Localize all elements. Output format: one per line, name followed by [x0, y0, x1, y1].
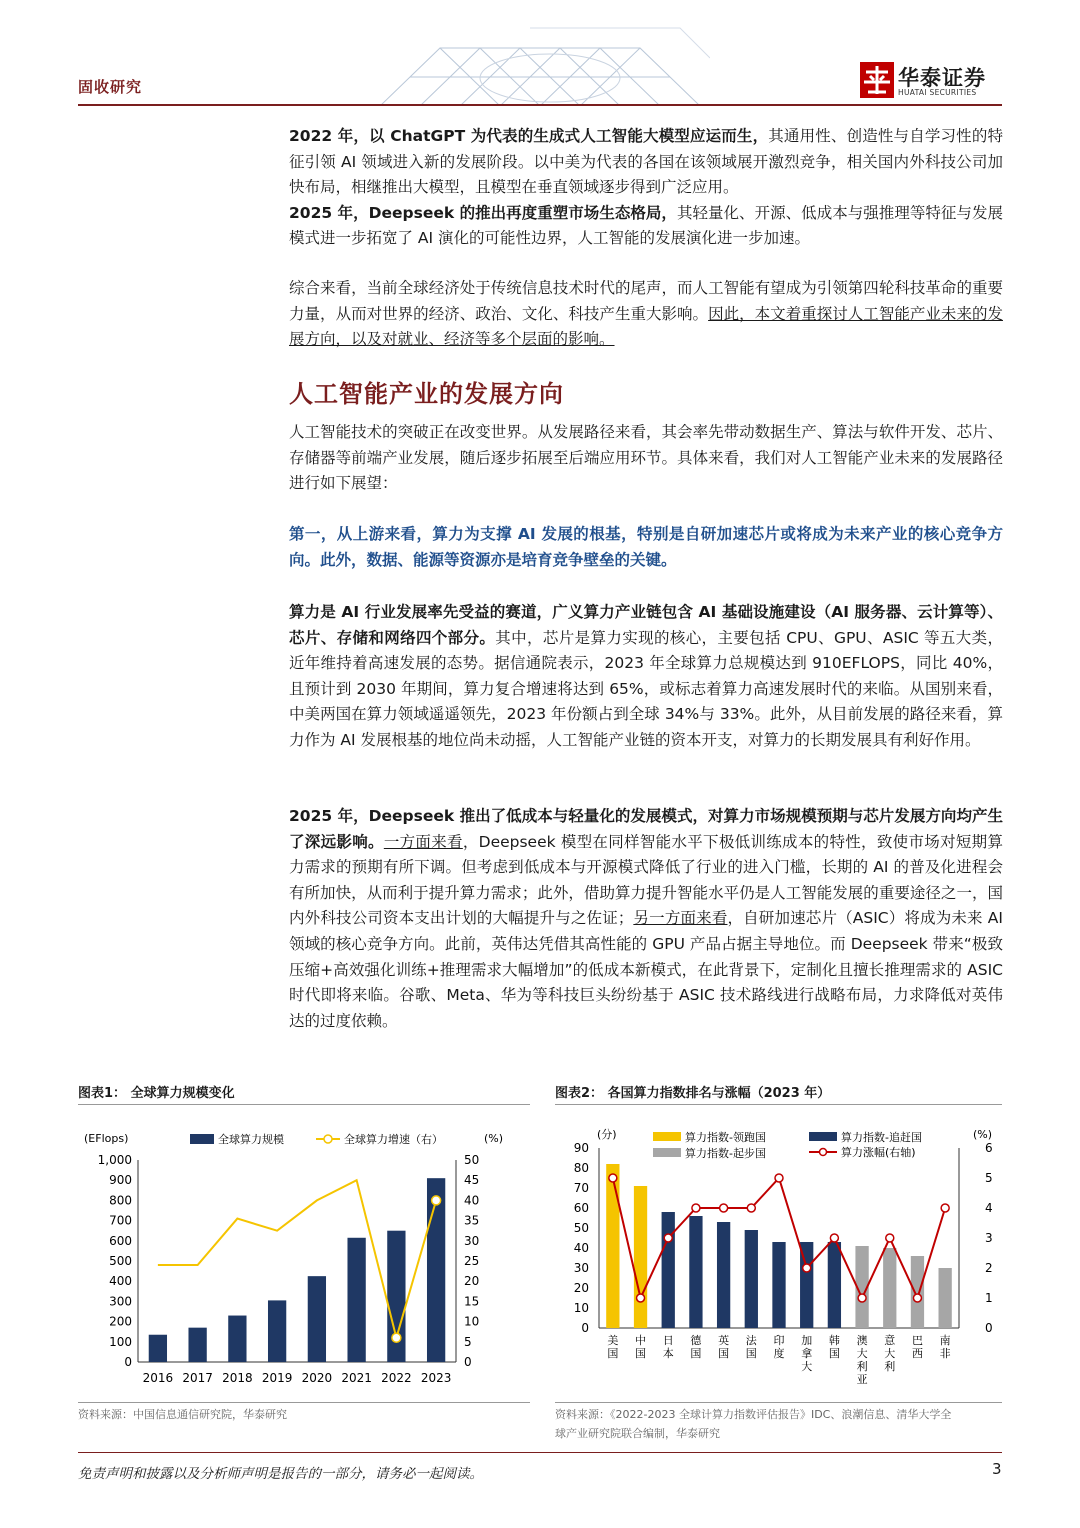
line-point [803, 1264, 811, 1272]
y-left-tick-label: 70 [573, 1181, 589, 1195]
paragraph-6 [289, 804, 1003, 1034]
y-left-tick-label: 0 [581, 1321, 589, 1335]
y-right-tick-label: 2 [985, 1261, 993, 1275]
bar [772, 1242, 785, 1328]
line-point [858, 1294, 866, 1302]
line-point [747, 1204, 755, 1212]
y-right-tick-label: 25 [464, 1254, 480, 1268]
figure-1-title: 图表1： 全球算力规模变化 [78, 1086, 235, 1101]
y-right-tick-label: 10 [464, 1314, 480, 1329]
y-left-tick-label: 300 [109, 1294, 132, 1309]
p6-text-1: ，Deepseek 模型在同样智能水平下极低训练成本的特性，致使市场对短期算力需求的预期有所下调。但考虑到低成本与开源模式降低了行业的进入门槛，长期的 AI 的普及化进程会有所加快，从而利于提升算力需求；此外，借助算力提升智能水平仍是人工智能发展的重要途径之一，国内外科技公司资本支出计划的大幅提升与之佐证； [289, 832, 1003, 928]
legend-line-label: 全球算力增速（右） [344, 1133, 443, 1146]
y-right-tick-label: 0 [464, 1355, 472, 1369]
y-left-tick-label: 800 [109, 1193, 132, 1208]
p1-text-1: 其通用性、创造性与自学习性的特征引领 AI 领域进入新的发展阶段。以中美为代表的各国在该领域展开激烈竞争，相关国内外科技公司加快布局，相继推出大模型，且模型在垂直领域逐步得到广泛应用。 [289, 127, 1003, 197]
header-rule [78, 104, 1002, 106]
p2-underlined: 因此，本文着重探讨人工智能产业未来的发展方向，以及对就业、经济等多个层面的影响。 [289, 304, 1003, 349]
bar [662, 1212, 675, 1328]
y-right-tick-label: 35 [464, 1213, 480, 1228]
y-left-tick-label: 500 [109, 1254, 132, 1268]
y-left-tick-label: 50 [573, 1221, 589, 1235]
p6-bold: 2025 年，Deepseek 推出了低成本与轻量化的发展模式，对算力市场规模预期与芯片发展方向均产生了深远影响。 [289, 807, 1003, 851]
legend-label: 算力指数-领跑国 [685, 1131, 766, 1144]
figure-1-source: 资料来源：中国信息通信研究院，华泰研究 [78, 1408, 287, 1421]
y-left-tick-label: 20 [573, 1281, 589, 1295]
bar [883, 1248, 896, 1328]
y-left-unit: (EFlops) [84, 1132, 129, 1145]
figure-2-source [555, 1405, 1002, 1443]
page-number: 3 [992, 1460, 1002, 1478]
logo-text-en: HUATAI SECURITIES [898, 88, 977, 97]
p6-underlined-1: 一方面来看 [383, 832, 463, 851]
line-point [720, 1204, 728, 1212]
y-left-tick-label: 40 [573, 1241, 589, 1255]
y-left-unit: (分) [597, 1128, 617, 1141]
chart-1 [78, 1118, 530, 1398]
figure-2-title: 图表2： 各国算力指数排名与涨幅（2023 年） [555, 1086, 831, 1101]
bar [228, 1316, 246, 1362]
figure-2-source-line-2: 球产业研究院联合编制，华泰研究 [555, 1427, 720, 1440]
x-tick-label: 澳大利亚 [856, 1334, 868, 1386]
y-right-tick-label: 30 [464, 1233, 480, 1248]
y-right-tick-label: 45 [464, 1173, 480, 1188]
line-point [692, 1204, 700, 1212]
figure-2-rule [555, 1104, 1002, 1105]
x-tick-label: 2019 [261, 1371, 293, 1385]
y-right-tick-label: 5 [985, 1171, 993, 1185]
y-left-tick-label: 0 [124, 1355, 132, 1369]
p2-text: 综合来看，当前全球经济处于传统信息技术时代的尾声，而人工智能有望成为引领第四轮科技革命的重要力量，从而对世界的经济、政治、文化、科技产生重大影响。 [289, 279, 1003, 323]
bar [149, 1335, 167, 1362]
y-right-tick-label: 6 [985, 1141, 993, 1155]
y-left-tick-label: 60 [573, 1201, 589, 1215]
figure-2-bottom-rule [555, 1402, 1002, 1403]
y-left-tick-label: 80 [573, 1161, 589, 1175]
legend-line-marker [820, 1149, 827, 1156]
figure-1-bottom-rule [78, 1402, 530, 1403]
bar [606, 1164, 619, 1328]
line-point [913, 1294, 921, 1302]
bar [717, 1222, 730, 1328]
bar [745, 1230, 758, 1328]
y-right-tick-label: 20 [464, 1274, 480, 1289]
bar [188, 1328, 206, 1362]
line-point [637, 1294, 645, 1302]
y-right-tick-label: 3 [985, 1231, 993, 1245]
x-tick-label: 2016 [142, 1371, 174, 1385]
chart-2 [555, 1118, 1002, 1398]
legend-swatch [653, 1132, 681, 1141]
y-left-tick-label: 10 [573, 1301, 589, 1315]
y-left-tick-label: 100 [109, 1334, 132, 1349]
x-tick-label: 2023 [420, 1371, 452, 1385]
legend-label: 算力指数-追赶国 [841, 1131, 922, 1144]
x-tick-label: 巴西 [911, 1334, 923, 1360]
x-tick-label: 日本 [662, 1334, 674, 1360]
bar [347, 1238, 365, 1362]
y-left-tick-label: 600 [109, 1233, 132, 1248]
x-tick-label: 韩国 [828, 1334, 840, 1360]
x-tick-label: 2021 [341, 1371, 372, 1385]
y-right-tick-label: 50 [464, 1153, 480, 1167]
y-left-tick-label: 700 [109, 1213, 132, 1228]
bar [268, 1300, 286, 1362]
footer-rule [78, 1452, 1002, 1453]
y-right-tick-label: 4 [985, 1201, 993, 1215]
y-left-tick-label: 90 [573, 1141, 589, 1155]
legend-swatch [809, 1132, 837, 1141]
paragraph-5 [289, 600, 1003, 754]
y-left-tick-label: 1,000 [97, 1153, 132, 1167]
y-right-tick-label: 0 [985, 1321, 993, 1335]
line-point [432, 1196, 441, 1205]
figure-2-source-line-1: 资料来源：《2022-2023 全球计算力指数评估报告》IDC、浪潮信息、清华大学全 [555, 1408, 952, 1421]
y-right-tick-label: 15 [464, 1294, 480, 1309]
line-point [886, 1234, 894, 1242]
p1-bold-2: 2025 年，Deepseek 的推出再度重塑市场生态格局， [289, 203, 677, 222]
section-label: 固收研究 [78, 78, 143, 96]
header-decoration [380, 18, 710, 106]
legend-line-label: 算力涨幅(右轴) [841, 1146, 916, 1159]
logo-text-cn: 华泰证券 [898, 66, 986, 90]
x-tick-label: 2020 [301, 1371, 333, 1385]
y-right-tick-label: 1 [985, 1291, 993, 1305]
y-left-tick-label: 200 [109, 1314, 132, 1329]
bar [427, 1178, 445, 1362]
bar [911, 1256, 924, 1328]
line-point [941, 1204, 949, 1212]
line-point [664, 1234, 672, 1242]
bar [689, 1216, 702, 1328]
y-right-unit: (%) [484, 1132, 504, 1145]
line-point [830, 1234, 838, 1242]
x-tick-label: 美国 [607, 1334, 619, 1360]
y-right-tick-label: 5 [464, 1334, 472, 1349]
x-tick-label: 德国 [690, 1334, 702, 1360]
line-point [775, 1174, 783, 1182]
legend-bar-label: 全球算力规模 [218, 1133, 284, 1146]
p6-text-2: ，自研加速芯片（ASIC）将成为未来 AI 领域的核心竞争方向。此前，英伟达凭借其高性能的 GPU 产品占据主导地位。而 Deepseek 带来“极致压缩+高效强化训练+推理需求大幅增加”的低成本新模式，在此背景下，定制化且擅长推理需求的 ASIC 时代即将来临。谷歌、Meta、华为等科技巨头纷纷基于 ASIC 技术路线进行战略布局，力求降低对英伟达的过度依赖。 [289, 909, 1003, 1030]
paragraph-4-highlight: 第一，从上游来看，算力为支撑 AI 发展的根基，特别是自研加速芯片或将成为未来产业的核心竞争方向。此外，数据、能源等资源亦是培育竞争壁垒的关键。 [289, 525, 1003, 569]
legend-label: 算力指数-起步国 [685, 1147, 766, 1160]
legend-line-marker [324, 1135, 332, 1143]
paragraph-2 [289, 276, 1003, 353]
x-tick-label: 英国 [718, 1334, 730, 1360]
y-left-tick-label: 400 [109, 1274, 132, 1289]
figure-1-rule [78, 1104, 530, 1105]
p1-text-2: 其轻量化、开源、低成本与强推理等特征与发展模式进一步拓宽了 AI 演化的可能性边界，人工智能的发展演化进一步加速。 [289, 203, 1003, 248]
p6-underlined-2: 另一方面来看 [633, 909, 728, 928]
paragraph-3: 人工智能技术的突破正在改变世界。从发展路径来看，其会率先带动数据生产、算法与软件开发、芯片、存储器等前端产业发展，随后逐步拓展至后端应用环节。具体来看，我们对人工智能产业未来的发展路径进行如下展望： [289, 423, 1003, 493]
x-tick-label: 2017 [182, 1371, 213, 1385]
bar [308, 1276, 326, 1362]
paragraph-1 [289, 124, 1003, 252]
x-tick-label: 2022 [381, 1371, 412, 1385]
x-tick-label: 中国 [635, 1334, 647, 1360]
y-left-tick-label: 900 [109, 1173, 132, 1188]
x-tick-label: 意大利 [884, 1334, 896, 1373]
x-tick-label: 法国 [745, 1334, 757, 1360]
legend-swatch [653, 1148, 681, 1157]
p5-bold: 算力是 AI 行业发展率先受益的赛道，广义算力产业链包含 AI 基础设施建设（AI 服务器、云计算等）、芯片、存储和网络四个部分。 [289, 603, 1003, 647]
logo [860, 62, 1005, 100]
section-title: 人工智能产业的发展方向 [289, 380, 564, 408]
x-tick-label: 2018 [222, 1371, 253, 1385]
x-tick-label: 加拿大 [801, 1334, 813, 1373]
x-tick-label: 南非 [939, 1334, 951, 1360]
legend-bar-swatch [190, 1134, 214, 1144]
p5-text: 其中，芯片是算力实现的核心，主要包括 CPU、GPU、ASIC 等五大类，近年维持着高速发展的态势。据信通院表示，2023 年全球算力总规模达到 910EFLOPS，同比 40%，且预计到 2030 年期间，算力复合增速将达到 65%，或标志着算力高速发展时代的来临。从国别来看，中美两国在算力领域遥遥领先，2023 年份额占到全球 34%与 33%。此外，从目前发展的路径来看，算力作为 AI 发展根基的地位尚未动摇，人工智能产业链的资本开支，对算力的长期发展具有利好作用。 [289, 628, 1003, 749]
y-left-tick-label: 30 [573, 1261, 589, 1275]
x-tick-label: 印度 [773, 1334, 785, 1360]
bar [939, 1268, 952, 1328]
bar [828, 1242, 841, 1328]
y-right-tick-label: 40 [464, 1193, 480, 1208]
line-point [609, 1174, 617, 1182]
p1-bold-1: 2022 年，以 ChatGPT 为代表的生成式人工智能大模型应运而生， [289, 127, 769, 145]
huatai-logo-icon [860, 62, 894, 98]
y-right-unit: (%) [973, 1128, 993, 1141]
bar [634, 1186, 647, 1328]
footer-disclaimer: 免责声明和披露以及分析师声明是报告的一部分，请务必一起阅读。 [78, 1466, 483, 1482]
line-point [392, 1333, 401, 1342]
